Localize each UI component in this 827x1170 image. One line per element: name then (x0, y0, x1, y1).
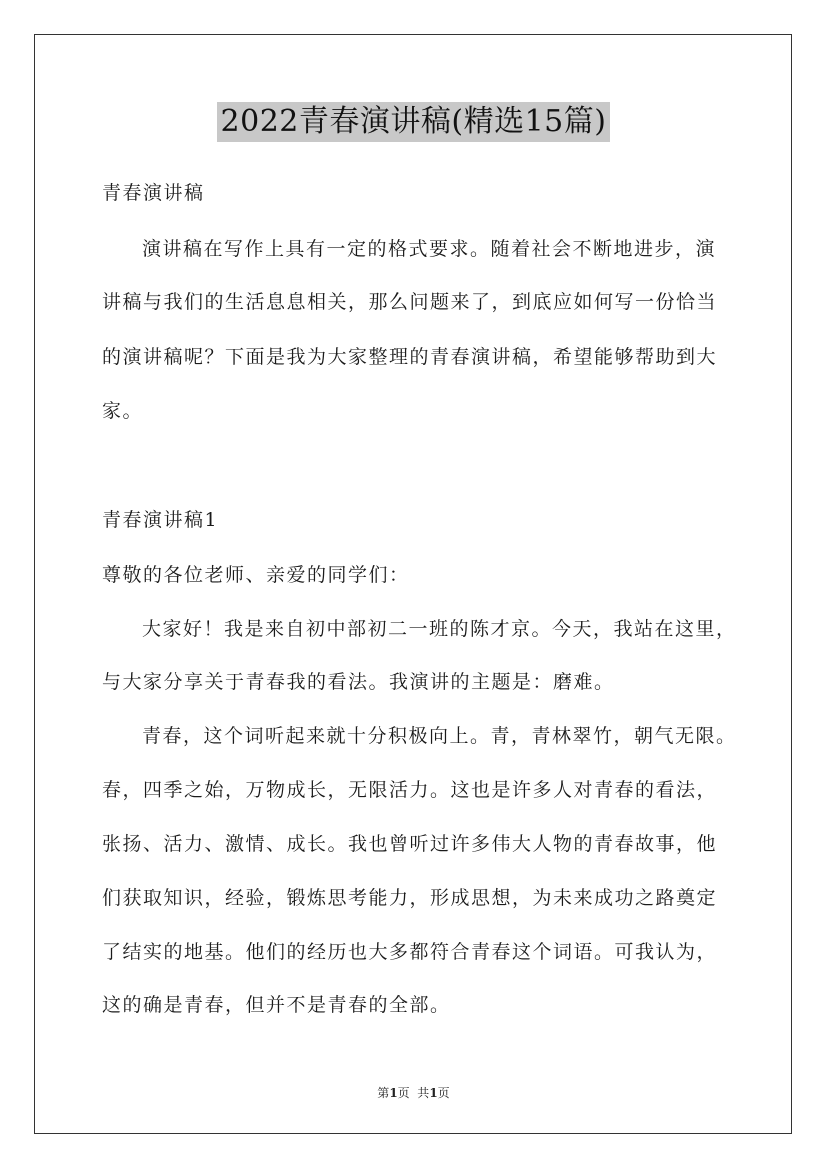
paragraph-line: 青春，这个词听起来就十分积极向上。青，青林翠竹，朝气无限。 (142, 725, 737, 747)
footer-page-total: 1 (429, 1086, 438, 1100)
section-heading: 青春演讲稿1 (102, 509, 219, 531)
paragraph-line: 这的确是青春，但并不是青春的全部。 (102, 994, 451, 1016)
title-container (0, 102, 827, 142)
footer-prefix: 第 (377, 1086, 390, 1100)
paragraph-line: 与大家分享关于青春我的看法。我演讲的主题是：磨难。 (102, 671, 615, 693)
footer-mid: 页 共 (397, 1086, 430, 1100)
paragraph-line: 春，四季之始，万物成长，无限活力。这也是许多人对青春的看法， (102, 779, 718, 801)
intro-line: 演讲稿在写作上具有一定的格式要求。随着社会不断地进步，演 (142, 238, 717, 260)
footer-page-current: 1 (389, 1086, 398, 1100)
document-title: 2022青春演讲稿(精选15篇) (217, 102, 611, 142)
footer-suffix: 页 (437, 1086, 450, 1100)
page-footer (0, 1085, 827, 1101)
intro-heading: 青春演讲稿 (102, 182, 205, 204)
paragraph-line: 张扬、活力、激情、成长。我也曾听过许多伟大人物的青春故事，他 (102, 833, 718, 855)
intro-line: 家。 (102, 400, 144, 422)
paragraph-line: 们获取知识，经验，锻炼思考能力，形成思想，为未来成功之路奠定 (102, 887, 718, 909)
salutation: 尊敬的各位老师、亲爱的同学们： (102, 564, 410, 586)
paragraph-line: 了结实的地基。他们的经历也大多都符合青春这个词语。可我认为， (102, 941, 718, 963)
intro-line: 讲稿与我们的生活息息相关，那么问题来了，到底应如何写一份恰当 (102, 291, 718, 313)
intro-line: 的演讲稿呢？下面是我为大家整理的青春演讲稿，希望能够帮助到大 (102, 346, 718, 368)
paragraph-line: 大家好！我是来自初中部初二一班的陈才京。今天，我站在这里， (142, 618, 737, 640)
